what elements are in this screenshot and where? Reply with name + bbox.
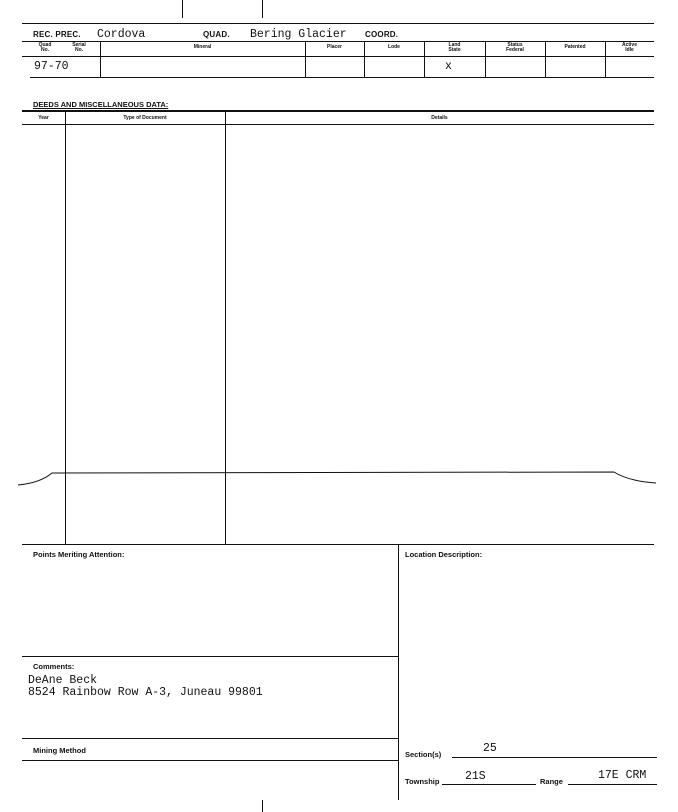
lower-divider: [398, 544, 399, 800]
comments-top-rule: [22, 656, 398, 657]
col-details: Details: [431, 115, 448, 121]
col-placer: Placer: [326, 44, 342, 50]
comments-label: Comments:: [33, 662, 75, 671]
township-label: Township: [405, 777, 440, 786]
deeds-top-rule: [22, 110, 654, 112]
quad-serial-value: 97-70: [34, 60, 69, 73]
quad-value: Bering Glacier: [250, 28, 347, 41]
sections-underline: [452, 757, 657, 758]
col-mineral: Mineral: [193, 44, 212, 50]
township-value: 21S: [465, 770, 486, 783]
col-status-federal: Status Federal: [506, 42, 524, 53]
col-land-state: Land State: [448, 42, 461, 53]
quad-label: QUAD.: [203, 30, 230, 39]
mining-method-label: Mining Method: [33, 746, 86, 755]
binding-mark: [262, 0, 263, 18]
col-quad-no: Quad No.: [38, 42, 52, 53]
binding-mark: [182, 0, 183, 18]
col-serial-no: Serial No.: [72, 42, 86, 53]
lower-top-rule: [22, 544, 654, 545]
range-underline: [568, 784, 657, 785]
col-year: Year: [38, 115, 49, 121]
location-description-label: Location Description:: [405, 550, 483, 559]
range-label: Range: [540, 777, 563, 786]
mining-method-top-rule: [22, 738, 398, 739]
rec-prec-value: Cordova: [97, 28, 146, 41]
comments-line-1: DeAne Beck: [28, 674, 98, 687]
header-top-rule: [22, 23, 654, 24]
col-lode: Lode: [388, 44, 400, 50]
rec-prec-label: REC. PREC.: [33, 30, 81, 39]
deeds-title: DEEDS AND MISCELLANEOUS DATA:: [33, 100, 169, 109]
page-fold-line: [0, 465, 678, 495]
township-underline: [442, 784, 536, 785]
col-type-of-document: Type of Document: [123, 115, 167, 121]
sections-label: Section(s): [405, 750, 442, 759]
col-patented: Patented: [564, 44, 586, 50]
binding-mark: [262, 800, 263, 812]
sections-value: 25: [483, 742, 497, 755]
range-value: 17E CRM: [598, 769, 647, 782]
coord-label: COORD.: [365, 30, 399, 39]
land-state-mark: x: [445, 60, 452, 73]
mining-method-bottom-rule: [22, 760, 398, 761]
points-meriting-attention-label: Points Meriting Attention:: [33, 550, 125, 559]
col-active-idle: Active Idle: [621, 42, 637, 53]
comments-line-2: 8524 Rainbow Row A-3, Juneau 99801: [28, 686, 263, 699]
deeds-head-rule: [22, 124, 654, 125]
